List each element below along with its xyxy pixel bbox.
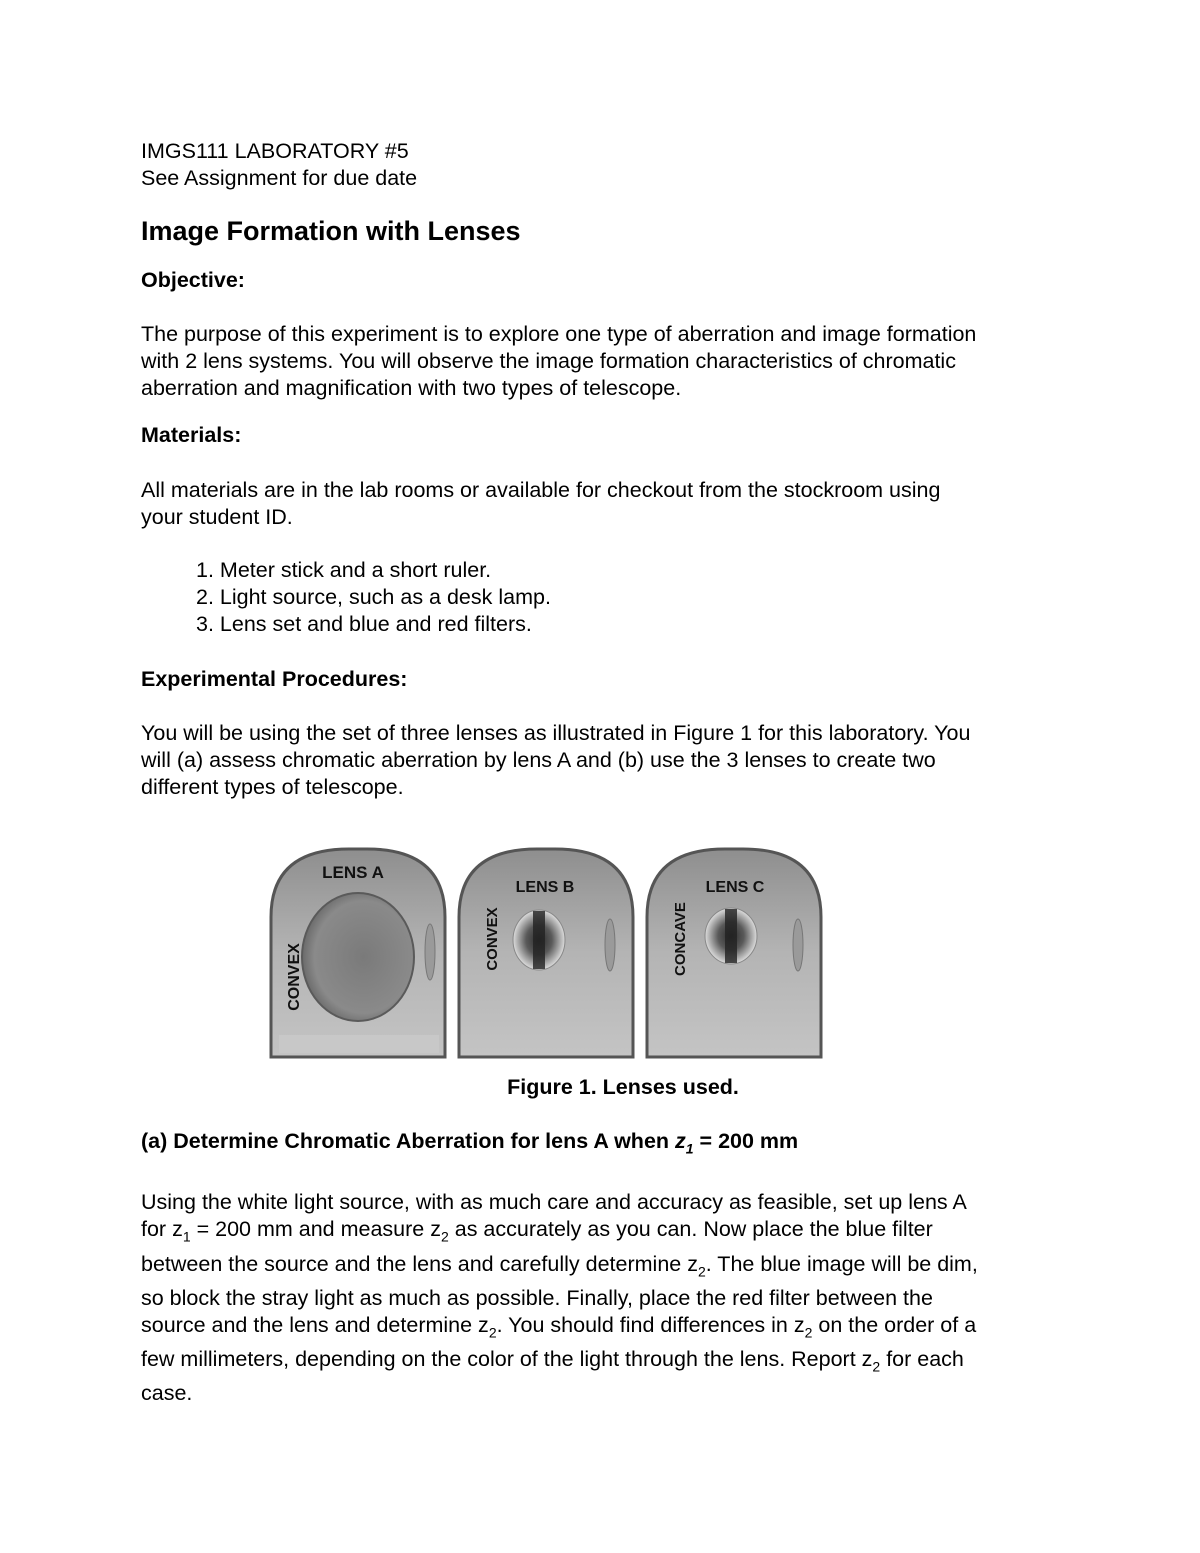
text-run: as accurately as you can. Now place the blue filter bbox=[448, 1217, 933, 1242]
subscript: 2 bbox=[440, 1228, 449, 1245]
subscript: 2 bbox=[697, 1262, 706, 1279]
materials-line: your student ID. bbox=[141, 505, 293, 529]
procedures-line: different types of telescope. bbox=[141, 775, 404, 799]
section-a-line: case. bbox=[141, 1381, 193, 1406]
procedures-line: will (a) assess chromatic aberration by lens A and (b) use the 3 lenses to create two bbox=[141, 748, 936, 772]
materials-heading: Materials: bbox=[141, 423, 242, 447]
lens-a-type: CONVEX bbox=[286, 943, 303, 1011]
due-date-line: See Assignment for due date bbox=[141, 166, 418, 190]
objective-line: The purpose of this experiment is to explore one type of aberration and image formation bbox=[141, 322, 977, 346]
procedures-line: You will be using the set of three lenses as illustrated in Figure 1 for this laboratory. You bbox=[141, 721, 971, 745]
materials-line: All materials are in the lab rooms or available for checkout from the stockroom using bbox=[141, 478, 941, 502]
lens-b-slide bbox=[459, 849, 633, 1057]
section-a-line bbox=[141, 1251, 1071, 1285]
section-a-heading-var: z bbox=[675, 1129, 686, 1153]
section-a-heading-sub: 1 bbox=[685, 1140, 694, 1157]
lens-figure bbox=[269, 847, 829, 1059]
text-run: for each bbox=[880, 1347, 964, 1372]
section-a-heading bbox=[141, 1128, 1071, 1162]
objective-paragraph bbox=[141, 321, 1071, 402]
materials-paragraph bbox=[141, 477, 1071, 531]
objective-line: with 2 lens systems. You will observe the image formation characteristics of chromatic bbox=[141, 349, 956, 373]
list-item: 3. Lens set and blue and red filters. bbox=[196, 612, 532, 636]
list-item: 1. Meter stick and a short ruler. bbox=[196, 558, 492, 582]
lens-c-label: LENS C bbox=[705, 879, 765, 896]
section-a-line: so block the stray light as much as possible. Finally, place the red filter between the bbox=[141, 1285, 933, 1310]
section-a-line bbox=[141, 1346, 1071, 1380]
section-a-heading-text: (a) Determine Chromatic Aberration for lens A when bbox=[141, 1129, 676, 1153]
section-a-line bbox=[141, 1312, 1071, 1346]
text-run: for z bbox=[141, 1217, 183, 1242]
subscript: 2 bbox=[804, 1324, 813, 1341]
text-run: between the source and the lens and carefully determine z bbox=[141, 1251, 698, 1276]
procedures-paragraph bbox=[141, 720, 1071, 801]
section-a-line bbox=[141, 1216, 1071, 1250]
subscript: 1 bbox=[182, 1228, 191, 1245]
subscript: 2 bbox=[872, 1358, 881, 1375]
lens-a-slide bbox=[271, 849, 445, 1057]
text-run: source and the lens and determine z bbox=[141, 1312, 489, 1337]
text-run: on the order of a bbox=[812, 1312, 977, 1337]
section-a-line: Using the white light source, with as much care and accuracy as feasible, set up lens A bbox=[141, 1190, 967, 1215]
procedures-heading: Experimental Procedures: bbox=[141, 667, 408, 691]
document-page bbox=[141, 138, 1071, 1407]
document-title: Image Formation with Lenses bbox=[141, 216, 521, 246]
text-run: = 200 mm and measure z bbox=[190, 1217, 441, 1242]
lens-a-label: LENS A bbox=[322, 863, 384, 882]
lens-c-type: CONCAVE bbox=[672, 902, 689, 976]
subscript: 2 bbox=[488, 1324, 497, 1341]
materials-list bbox=[141, 557, 1071, 638]
course-line: IMGS111 LABORATORY #5 bbox=[141, 139, 409, 163]
figure-1 bbox=[141, 847, 1071, 1062]
lens-b-label: LENS B bbox=[515, 879, 575, 896]
list-item: 2. Light source, such as a desk lamp. bbox=[196, 585, 551, 609]
text-run: few millimeters, depending on the color of the light through the lens. Report z bbox=[141, 1347, 873, 1372]
lens-b-type: CONVEX bbox=[484, 907, 501, 971]
figure-caption: Figure 1. Lenses used. bbox=[507, 1075, 739, 1099]
objective-heading: Objective: bbox=[141, 268, 245, 292]
objective-line: aberration and magnification with two types of telescope. bbox=[141, 376, 682, 400]
text-run: . The blue image will be dim, bbox=[705, 1251, 978, 1276]
section-a-paragraph bbox=[141, 1189, 1071, 1407]
lens-c-slide bbox=[647, 849, 821, 1057]
text-run: . You should find differences in z bbox=[496, 1312, 805, 1337]
section-a-heading-tail: = 200 mm bbox=[693, 1129, 799, 1153]
